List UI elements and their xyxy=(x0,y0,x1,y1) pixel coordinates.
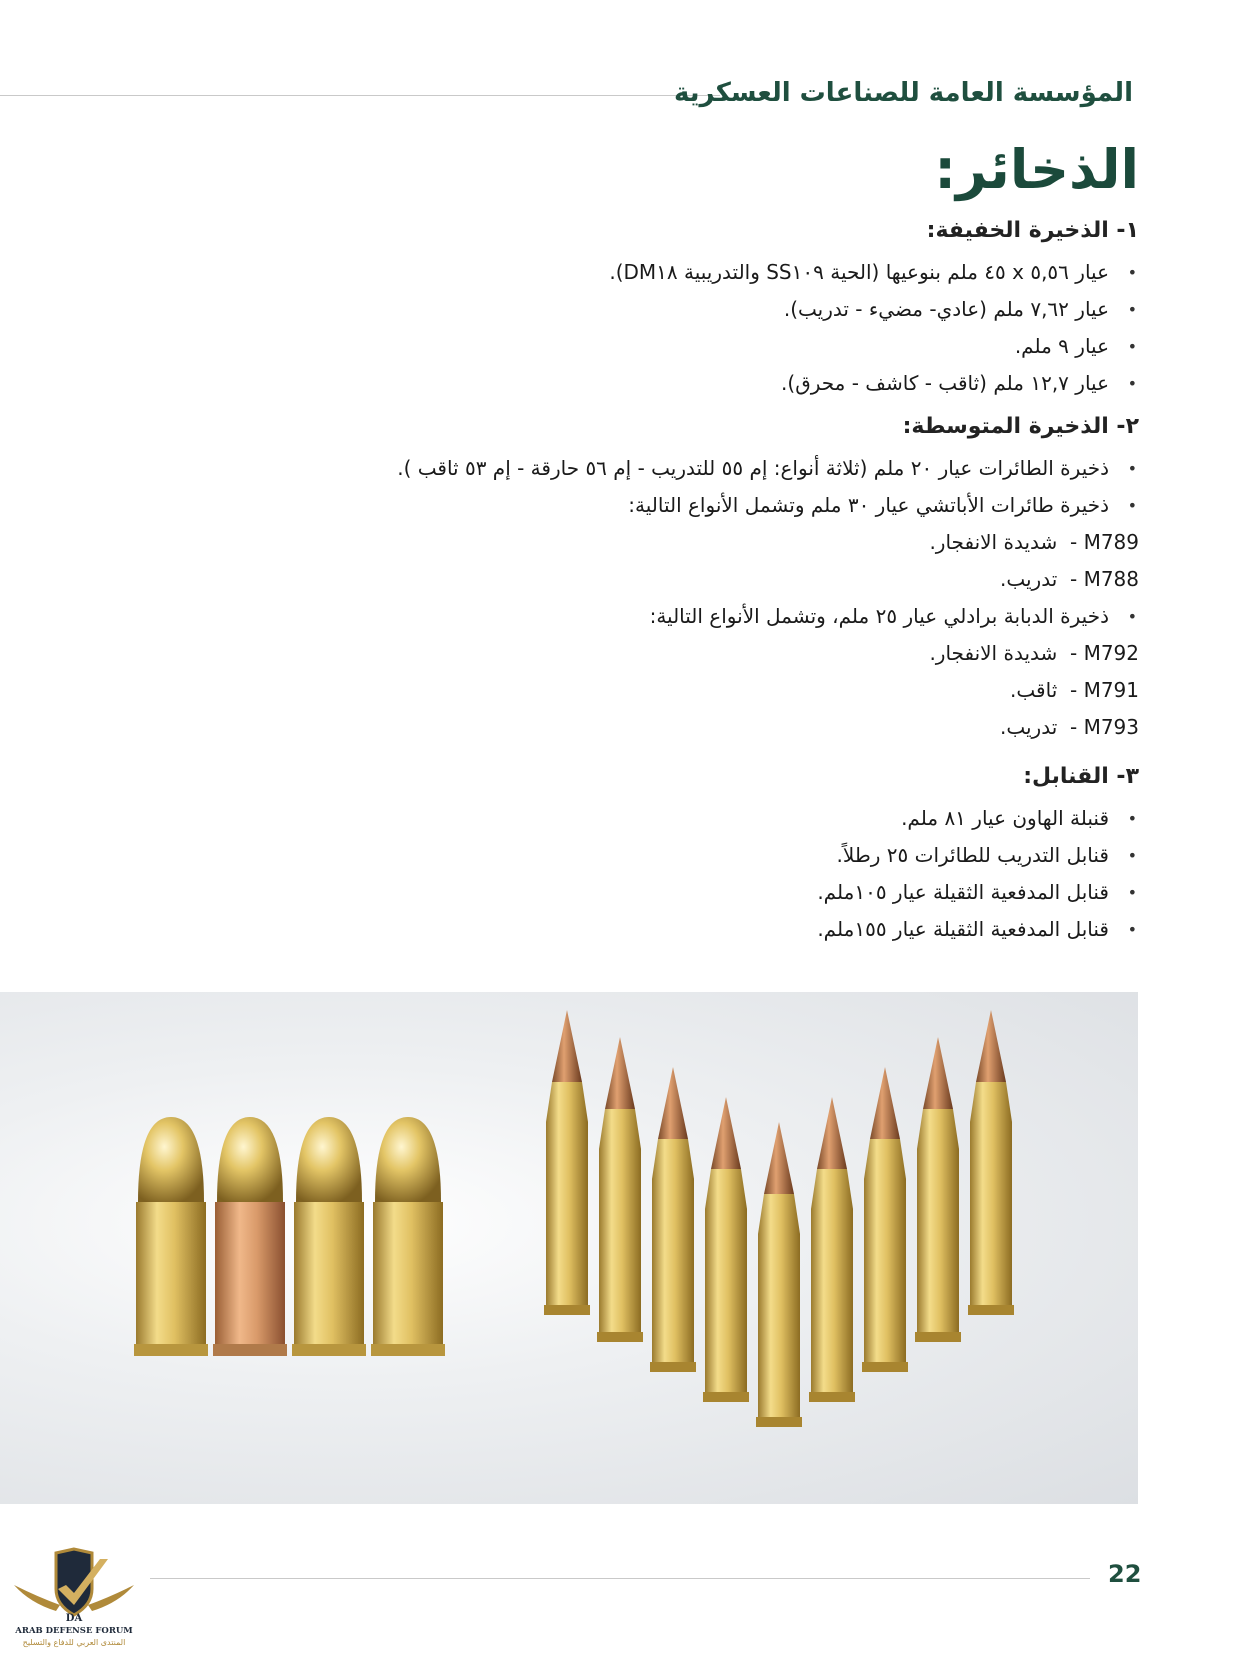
rifle-round xyxy=(650,1067,696,1372)
medium-ammo-list xyxy=(99,450,1139,524)
pistol-round xyxy=(292,1117,366,1356)
section-title-light-ammo: ١- الذخيرة الخفيفة: xyxy=(926,218,1139,243)
rifle-round xyxy=(544,1010,590,1315)
organization-title: المؤسسة العامة للصناعات العسكرية xyxy=(674,78,1133,108)
bullet-dot-icon: • xyxy=(1127,607,1137,626)
bullet-dot-icon: • xyxy=(1127,846,1137,865)
list-item: • قنابل التدريب للطائرات ٢٥ رطلاً. xyxy=(99,837,1139,874)
bullet-dot-icon: • xyxy=(1127,496,1137,515)
bullet-dot-icon: • xyxy=(1127,809,1137,828)
sub-list-item: - M793 تدريب. xyxy=(999,715,1139,739)
rifle-round xyxy=(703,1097,749,1402)
bullet-dot-icon: • xyxy=(1127,883,1137,902)
sub-list-item: - M792 شديدة الانفجار. xyxy=(929,641,1139,665)
svg-text:DA: DA xyxy=(65,1613,83,1624)
list-item: • قنابل المدفعية الثقيلة عيار ١٥٥ملم. xyxy=(99,911,1139,948)
rifle-round xyxy=(597,1037,643,1342)
footer-divider xyxy=(150,1578,1090,1579)
svg-text:المنتدى العربي للدفاع والتسليح: المنتدى العربي للدفاع والتسليح xyxy=(22,1638,126,1647)
list-item: • عيار ٧,٦٢ ملم (عادي- مضيء - تدريب). xyxy=(99,291,1139,328)
rifle-round xyxy=(756,1122,802,1427)
pistol-round xyxy=(213,1117,287,1356)
apache-types-list xyxy=(99,524,1139,598)
bullet-dot-icon: • xyxy=(1127,459,1137,478)
sub-list-item: - M788 تدريب. xyxy=(999,567,1139,591)
list-item: • قنبلة الهاون عيار ٨١ ملم. xyxy=(99,800,1139,837)
section-title-medium-ammo: ٢- الذخيرة المتوسطة: xyxy=(902,414,1139,439)
page-number: 22 xyxy=(1108,1560,1142,1588)
ammunition-illustration xyxy=(0,992,1138,1504)
bradley-list xyxy=(99,598,1139,635)
list-item: • ذخيرة الدبابة برادلي عيار ٢٥ ملم، وتشمل الأنواع التالية: xyxy=(99,598,1139,635)
bullet-dot-icon: • xyxy=(1127,263,1137,282)
svg-text:ARAB DEFENSE FORUM: ARAB DEFENSE FORUM xyxy=(15,1626,133,1636)
rifle-round xyxy=(862,1067,908,1372)
rifle-round xyxy=(968,1010,1014,1315)
arab-defense-forum-logo xyxy=(8,1545,140,1651)
sub-list-item: - M789 شديدة الانفجار. xyxy=(929,530,1139,554)
list-item: • عيار ١٢,٧ ملم (ثاقب - كاشف - محرق). xyxy=(99,365,1139,402)
header-divider xyxy=(0,95,720,96)
list-item: • قنابل المدفعية الثقيلة عيار ١٠٥ملم. xyxy=(99,874,1139,911)
sub-list-item: - M791 ثاقب. xyxy=(1010,678,1139,702)
list-item: • ذخيرة الطائرات عيار ٢٠ ملم (ثلاثة أنواع: إم ٥٥ للتدريب - إم ٥٦ حارقة - إم ٥٣ ثاقب ). xyxy=(99,450,1139,487)
list-item: • عيار ٥,٥٦ x ٤٥ ملم بنوعيها (الحية SS١٠٩ والتدريبية DM١٨). xyxy=(99,254,1139,291)
rifle-round xyxy=(915,1037,961,1342)
bradley-types-list xyxy=(99,635,1139,746)
list-item: • عيار ٩ ملم. xyxy=(99,328,1139,365)
section-title-bombs: ٣- القنابل: xyxy=(1023,764,1139,789)
content-body xyxy=(99,216,1139,948)
bombs-list xyxy=(99,800,1139,948)
bullet-dot-icon: • xyxy=(1127,300,1137,319)
bullet-dot-icon: • xyxy=(1127,920,1137,939)
pistol-round xyxy=(134,1117,208,1356)
ammunition-photo xyxy=(0,992,1138,1504)
page-title: الذخائر: xyxy=(934,138,1139,201)
light-ammo-list xyxy=(99,254,1139,402)
pistol-round xyxy=(371,1117,445,1356)
bullet-dot-icon: • xyxy=(1127,374,1137,393)
bullet-dot-icon: • xyxy=(1127,337,1137,356)
rifle-round xyxy=(809,1097,855,1402)
list-item: • ذخيرة طائرات الأباتشي عيار ٣٠ ملم وتشمل الأنواع التالية: xyxy=(99,487,1139,524)
